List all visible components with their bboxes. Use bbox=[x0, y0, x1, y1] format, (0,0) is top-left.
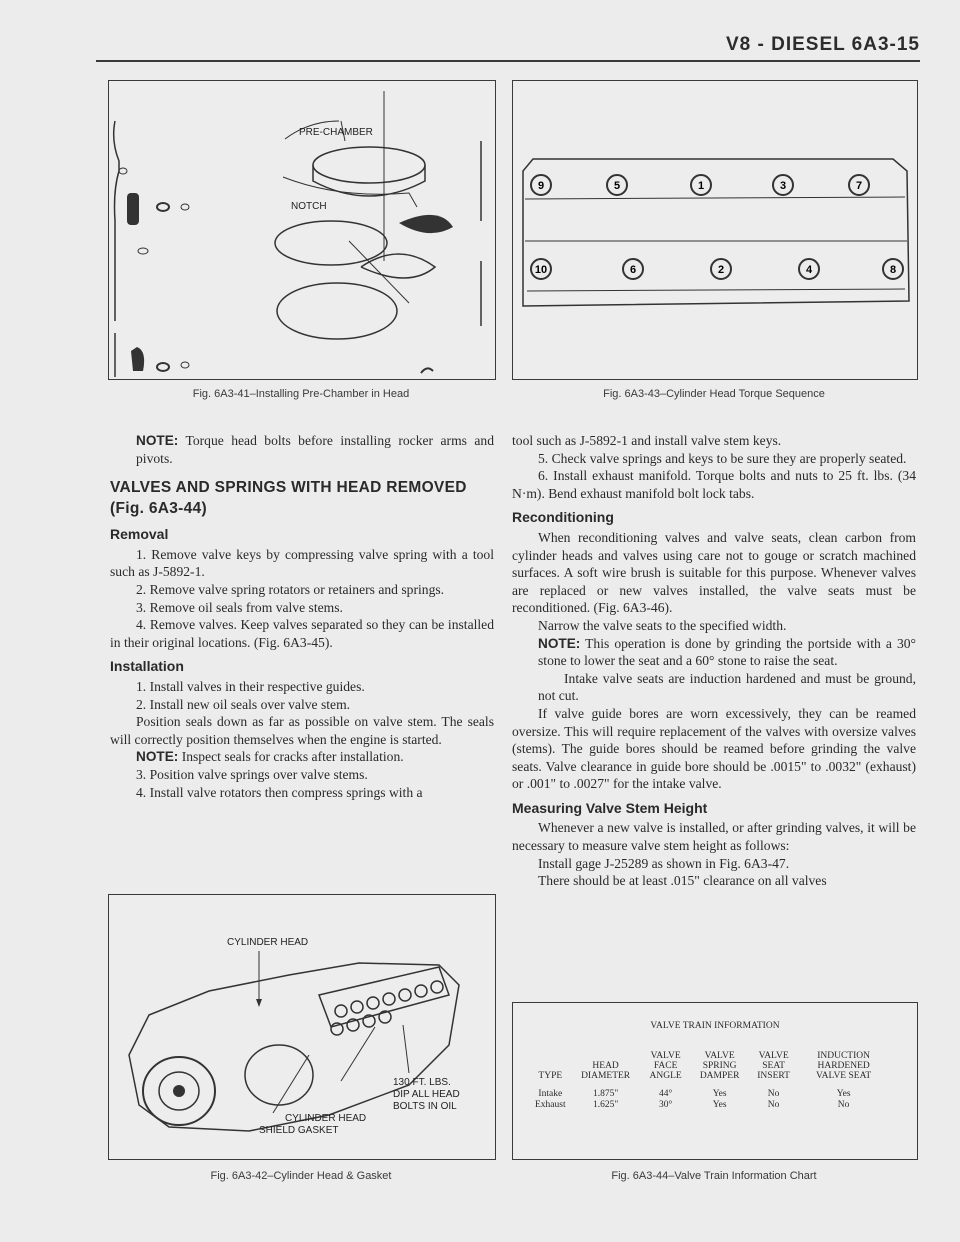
label-prechamber: PRE-CHAMBER bbox=[299, 127, 373, 138]
bolt-number: 4 bbox=[805, 264, 813, 276]
table-cell: Yes bbox=[836, 1089, 851, 1099]
caption-fig43: Fig. 6A3-43–Cylinder Head Torque Sequence bbox=[603, 388, 825, 400]
bolt-number: 8 bbox=[889, 264, 897, 276]
table-cell: 1.875" bbox=[592, 1089, 619, 1099]
header-rule bbox=[96, 60, 920, 62]
table-row bbox=[529, 1081, 888, 1100]
note-label: NOTE: bbox=[538, 635, 581, 651]
table-cell: Yes bbox=[712, 1100, 727, 1110]
install-step: 4. Install valve rotators then compress springs with a bbox=[136, 784, 423, 800]
column-header: VALVE SEAT INSERT bbox=[757, 1051, 790, 1081]
bolt-number: 3 bbox=[779, 180, 787, 192]
table-cell: Intake bbox=[538, 1089, 563, 1099]
removal-step: 4. Remove valves. Keep valves separated so they can be installed in their original locations. (Fig. 6A3-45). bbox=[110, 617, 494, 650]
installation-title: Installation bbox=[110, 658, 184, 675]
label-notch: NOTCH bbox=[291, 201, 327, 212]
table-cell: Yes bbox=[712, 1089, 727, 1099]
prechamber-illustration bbox=[109, 81, 495, 379]
note-label: NOTE: bbox=[136, 749, 179, 765]
continued-text: tool such as J-5892-1 and install valve stem keys. bbox=[512, 433, 782, 448]
page-header: V8 - DIESEL 6A3-15 bbox=[725, 34, 920, 55]
table-cell: 44° bbox=[658, 1089, 673, 1099]
figure-prechamber bbox=[108, 80, 496, 380]
measuring-paragraph: Install gage J-25289 as shown in Fig. 6A3-47. bbox=[538, 855, 790, 871]
bolt-number: 9 bbox=[537, 180, 545, 192]
note-text: Torque head bolts before installing rocker arms and pivots. bbox=[136, 433, 494, 466]
column-header: VALVE SPRING DAMPER bbox=[699, 1051, 740, 1081]
note-grinding bbox=[512, 635, 916, 670]
bolt-number: 6 bbox=[629, 264, 637, 276]
note-torque bbox=[110, 432, 494, 467]
table-cell: 1.625" bbox=[592, 1100, 619, 1110]
table-cell: No bbox=[837, 1100, 850, 1110]
measuring-title: Measuring Valve Stem Height bbox=[512, 799, 708, 816]
bolt-number: 5 bbox=[613, 180, 621, 192]
removal-step: 3. Remove oil seals from valve stems. bbox=[136, 599, 343, 615]
bolt-number: 7 bbox=[855, 180, 863, 192]
torque-sequence-illustration bbox=[513, 81, 917, 379]
column-header: HEAD DIAMETER bbox=[581, 1061, 631, 1081]
measuring-paragraph: Whenever a new valve is installed, or after grinding valves, it will be necessary to measure valve stem height as follows: bbox=[512, 820, 916, 854]
bolt-number: 2 bbox=[717, 264, 725, 276]
table-cell: Exhaust bbox=[535, 1100, 566, 1110]
label-cylinder-head: CYLINDER HEAD bbox=[227, 937, 309, 948]
column-header: TYPE bbox=[538, 1071, 563, 1081]
left-column bbox=[110, 432, 494, 801]
table-cell: No bbox=[767, 1089, 780, 1099]
table-cell: 30° bbox=[658, 1100, 673, 1110]
note-text: Inspect seals for cracks after installation. bbox=[178, 749, 404, 765]
caption-fig41: Fig. 6A3-41–Installing Pre-Chamber in Head bbox=[192, 388, 410, 400]
right-column bbox=[512, 432, 916, 890]
chart-title: VALVE TRAIN INFORMATION bbox=[650, 1021, 780, 1031]
figure-valve-train-chart bbox=[512, 1002, 918, 1160]
reconditioning-paragraph: Narrow the valve seats to the specified width. bbox=[538, 617, 787, 633]
note-text: This operation is done by grinding the portside with a 30° stone to lower the seat and a 60° stone to raise the seat. bbox=[538, 635, 916, 669]
figure-torque-sequence bbox=[512, 80, 918, 380]
label-torque: DIP ALL HEAD bbox=[393, 1089, 460, 1100]
bolt-number: 10 bbox=[534, 264, 548, 276]
step-6: 6. Install exhaust manifold. Torque bolts and nuts to 25 ft. lbs. (34 N·m). Bend exhaust manifold bolt lock tabs. bbox=[512, 468, 916, 501]
install-step: 3. Position valve springs over valve stems. bbox=[136, 766, 368, 782]
install-step: 1. Install valves in their respective guides. bbox=[136, 678, 365, 694]
label-gasket: SHIELD GASKET bbox=[259, 1125, 339, 1136]
section-title: VALVES AND SPRINGS WITH HEAD REMOVED (Fig. 6A3-44) bbox=[110, 479, 467, 518]
label-torque: BOLTS IN OIL bbox=[393, 1101, 457, 1112]
reconditioning-paragraph: When reconditioning valves and valve seats, clean carbon from cylinder heads and valves using care not to gouge or scratch machined surfaces. A soft wire brush is suitable for this purpose. Whenever valves are replaced or new valves installed, the valve seats must be reconditioned. (Fig. 6A3-46). bbox=[512, 529, 916, 616]
reconditioning-paragraph: Intake valve seats are induction hardened and must be ground, not cut. bbox=[538, 670, 916, 704]
engine-illustration bbox=[109, 895, 495, 1159]
note-inspect bbox=[110, 748, 494, 766]
label-torque: 130 FT. LBS. bbox=[393, 1077, 451, 1088]
bolt-number: 1 bbox=[697, 180, 705, 192]
install-paragraph: Position seals down as far as possible on valve stem. The seals will correctly position themselves when the engine is started. bbox=[110, 714, 494, 747]
column-header: INDUCTION HARDENED VALVE SEAT bbox=[816, 1051, 872, 1081]
reconditioning-title: Reconditioning bbox=[512, 509, 614, 526]
caption-fig42: Fig. 6A3-42–Cylinder Head & Gasket bbox=[210, 1170, 392, 1182]
step-5: 5. Check valve springs and keys to be sure they are properly seated. bbox=[538, 450, 907, 466]
note-label: NOTE: bbox=[136, 433, 179, 448]
column-header: VALVE FACE ANGLE bbox=[649, 1051, 682, 1081]
install-step: 2. Install new oil seals over valve stem. bbox=[136, 696, 351, 712]
removal-step: 2. Remove valve spring rotators or retainers and springs. bbox=[136, 581, 445, 597]
table-row bbox=[529, 1100, 888, 1111]
reconditioning-paragraph: If valve guide bores are worn excessively, they can be reamed oversize. This will require replacement of the valves with oversize valves (stems). The guide bores should be reamed before grinding the valve seats. Valve clearance in guide bore should be .0015" to .0032" (exhaust) or .001" to .0027" for the intake valve. bbox=[512, 705, 916, 792]
valve-train-table bbox=[529, 1051, 888, 1111]
removal-title: Removal bbox=[110, 526, 169, 543]
removal-step: 1. Remove valve keys by compressing valve spring with a tool such as J-5892-1. bbox=[110, 546, 494, 580]
figure-cylinder-head-gasket bbox=[108, 894, 496, 1160]
table-cell: No bbox=[767, 1100, 780, 1110]
table-header-row bbox=[529, 1051, 888, 1081]
measuring-paragraph: There should be at least .015" clearance on all valves bbox=[538, 873, 827, 889]
caption-fig44: Fig. 6A3-44–Valve Train Information Chart bbox=[611, 1170, 817, 1182]
label-gasket: CYLINDER HEAD bbox=[285, 1113, 367, 1124]
